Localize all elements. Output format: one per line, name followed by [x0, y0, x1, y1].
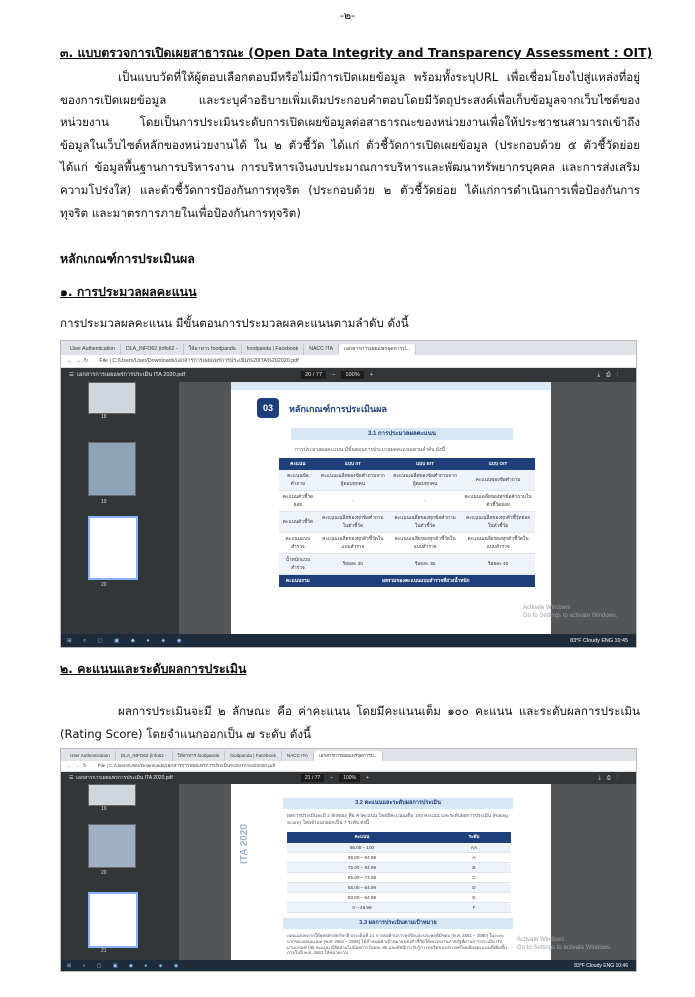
- table-row: [279, 470, 535, 491]
- page-indicator[interactable]: 20 / 77: [301, 371, 326, 379]
- table-row: [287, 853, 511, 863]
- page-heading: หลักเกณฑ์การประเมินผล: [289, 404, 387, 414]
- thumbnail[interactable]: [88, 382, 136, 414]
- zoom-level[interactable]: 100%: [339, 774, 360, 782]
- table-cell: คะแนนเฉลี่ยของทุกตัวชี้วัดย่อยในตัวชี้วัด: [461, 512, 535, 533]
- table-header-cell: คะแนน: [279, 458, 317, 470]
- page-intro: ผลการประเมินจะมี 2 ลักษณะ คือ ค่าคะแนน โดยมีคะแนนเต็ม 100 คะแนน และระดับผลการประเมิน (Rating Score) โดยจำแนกออกเป็น 7 ระดับ ดังนี้: [287, 814, 508, 826]
- table-cell: คะแนนเฉลี่ยของข้อคำถามจากผู้ตอบทุกคน: [317, 470, 389, 491]
- browser-tab[interactable]: foodpanda | Facebook: [225, 751, 282, 761]
- table-cell: คะแนนเฉลี่ยของทุกข้อคำถามในตัวชี้วัดย่อย: [461, 491, 535, 512]
- table-cell: 50.00 – 54.99: [287, 893, 437, 903]
- table-header-cell: แบบ OIT: [461, 458, 535, 470]
- browser-tab[interactable]: NACC ITA: [304, 344, 339, 355]
- thumbnail-selected[interactable]: [88, 892, 138, 948]
- pdf-page: [231, 784, 551, 960]
- pdf-page: [231, 382, 551, 634]
- windows-taskbar: [61, 634, 636, 648]
- rating-table: [287, 832, 511, 913]
- zoom-level[interactable]: 100%: [341, 371, 363, 379]
- scoring-table: [279, 458, 535, 587]
- table-row: [287, 843, 511, 853]
- page-number: -๒-: [339, 9, 356, 22]
- thumbnail-label: 20: [101, 870, 107, 876]
- section1-text: การประมวลผลคะแนน มีขั้นตอนการประมวลผลคะแนนตามลำดับ ดังนี้: [60, 316, 409, 330]
- table-cell: น้ำหนักแบบสำรวจ: [279, 554, 317, 575]
- download-print-icons[interactable]: ⤓⎙⋮: [597, 371, 624, 378]
- thumbnail-label: 20: [101, 582, 107, 588]
- table-cell: คะแนนเฉลี่ยของทุกตัวชี้วัดในแบบสำรวจ: [317, 533, 389, 554]
- table-total-value: ผลรวมของคะแนนแบบสำรวจที่ถ่วงน้ำหนัก: [317, 575, 535, 588]
- table-row: [279, 533, 535, 554]
- table-cell: E: [437, 893, 511, 903]
- table-header: [287, 832, 511, 843]
- page-intro: การประมวลผลคะแนน มีขั้นตอนการประมวลผลคะแนนตามลำดับ ดังนี้: [295, 447, 445, 453]
- windows-taskbar: [61, 960, 636, 972]
- section2-text: ผลการประเมินจะมี ๒ ลักษณะ คือ ค่าคะแนน โดยมีคะแนนเต็ม ๑๐๐ คะแนน และระดับผลการประเมิน (Rating Score) โดยจำแนกออกเป็น ๗ ระดับ ดังนี้: [60, 704, 640, 741]
- taskbar-icons[interactable]: ⊞ ⌕ ▢ ▣ ◆ ● ◈ ◉: [67, 963, 184, 969]
- browser-tab[interactable]: DLA_INFO62 (info62 -: [116, 751, 173, 761]
- page-indicator[interactable]: 21 / 77: [301, 774, 324, 782]
- table-cell: คะแนนแบบสำรวจ: [279, 533, 317, 554]
- browser-tab[interactable]: ให้อาหาร foodpanda: [184, 344, 242, 355]
- thumbnail-label: 19: [101, 499, 107, 505]
- table-header-cell: แบบ IIT: [317, 458, 389, 470]
- table-cell: 95.00 – 100: [287, 843, 437, 853]
- thumbnail-label: 18: [101, 414, 107, 420]
- criteria-heading: หลักเกณฑ์การประเมินผล: [60, 251, 195, 266]
- table-cell: B: [437, 863, 511, 873]
- band-title: 3.2 คะแนนและระดับผลการประเมิน: [283, 798, 513, 809]
- thumbnail[interactable]: [88, 784, 136, 806]
- thumbnail[interactable]: [88, 824, 136, 868]
- menu-icon[interactable]: ☰: [69, 775, 77, 781]
- table-row: [287, 863, 511, 873]
- table-row: [287, 873, 511, 883]
- table-cell: คะแนนเฉลี่ยของทุกข้อคำถามในตัวชี้วัด: [389, 512, 461, 533]
- pdf-viewer: [61, 784, 636, 960]
- table-cell: 75.00 – 84.99: [287, 863, 437, 873]
- activate-subtitle: Go to Settings to activate Windows.: [523, 613, 618, 619]
- table-cell: -: [389, 491, 461, 512]
- table-row: [287, 903, 511, 913]
- thumbnail[interactable]: [88, 442, 136, 496]
- table-row: [279, 554, 535, 575]
- side-label: ITA 2020: [239, 824, 250, 865]
- table-cell: คะแนนของข้อคำถาม: [461, 470, 535, 491]
- screenshot-scoring: [60, 340, 637, 648]
- pdf-viewer: [61, 382, 636, 634]
- table-row: [279, 512, 535, 533]
- pdf-toolbar: [61, 368, 636, 382]
- browser-tab[interactable]: ให้อาหาร foodpanda: [173, 751, 226, 761]
- table-header-cell: แบบ EIT: [389, 458, 461, 470]
- table-cell: 55.00 – 64.99: [287, 883, 437, 893]
- table-cell: คะแนนเฉลี่ยของข้อคำถามจากผู้ตอบทุกคน: [389, 470, 461, 491]
- table-cell: A: [437, 853, 511, 863]
- table-cell: F: [437, 903, 511, 913]
- table-header: [279, 458, 535, 470]
- table-cell: 65.00 – 74.99: [287, 873, 437, 883]
- browser-tab-active[interactable]: เอกสารการเผยแพร่จุดการป...: [314, 751, 383, 761]
- pdf-title: เอกสารการเผยแพร่การประเมิน ITA 2020.pdf: [76, 775, 173, 781]
- section2-heading: ๒. คะแนนและระดับผลการประเมิน: [60, 661, 247, 676]
- table-cell: คะแนนข้อคำถาม: [279, 470, 317, 491]
- activate-windows-notice: [517, 936, 612, 952]
- zoom-out-icon[interactable]: −: [332, 372, 336, 378]
- table-cell: -: [317, 491, 389, 512]
- address-bar[interactable]: [61, 761, 636, 772]
- browser-tab[interactable]: User Authentication: [65, 751, 116, 761]
- system-tray: 83°F Cloudy ENG 10:46: [574, 963, 628, 969]
- table-cell: คะแนนเฉลี่ยของทุกตัวชี้วัดในแบบสำรวจ: [461, 533, 535, 554]
- browser-tab[interactable]: DLA_INFO62 (info62 -: [121, 344, 184, 355]
- activate-title: Activate Windows: [517, 937, 565, 943]
- menu-icon[interactable]: ☰: [69, 372, 78, 378]
- browser-tab-active[interactable]: เอกสารการเผยแพร่จุดการป...: [339, 344, 416, 355]
- table-cell: AA: [437, 843, 511, 853]
- table-cell: คะแนนตัวชี้วัดย่อย: [279, 491, 317, 512]
- table-cell: D: [437, 883, 511, 893]
- zoom-in-icon[interactable]: +: [369, 372, 373, 378]
- system-tray: 83°F Cloudy ENG 10:45: [570, 638, 628, 644]
- table-cell: คะแนนเฉลี่ยของทุกตัวชี้วัดในแบบสำรวจ: [389, 533, 461, 554]
- table-row: [279, 491, 535, 512]
- zoom-out-icon[interactable]: −: [330, 775, 334, 781]
- taskbar-icons[interactable]: ⊞ ⌕ ▢ ▣ ◆ ● ◈ ◉: [67, 637, 187, 644]
- nav-arrows-icon[interactable]: ←→↻: [67, 763, 90, 769]
- thumbnail-label: 19: [101, 806, 107, 812]
- browser-tab[interactable]: foodpanda | Facebook: [242, 344, 305, 355]
- browser-tab-bar: [61, 341, 636, 355]
- band-title: 3.1 การประมวลผลคะแนน: [291, 428, 513, 440]
- table-row: [287, 883, 511, 893]
- table-cell: คะแนนตัวชี้วัด: [279, 512, 317, 533]
- browser-tab[interactable]: NACC ITA: [282, 751, 314, 761]
- nav-arrows-icon[interactable]: ←→↻: [67, 358, 92, 364]
- table-header-cell: คะแนน: [287, 832, 437, 843]
- oit-paragraph: เป็นแบบวัดที่ให้ผู้ตอบเลือกตอบมีหรือไม่มีการเปิดเผยข้อมูล พร้อมทั้งระบุURL เพื่อเชื่อมโยงไปสู่แหล่งที่อยู่ของการเปิดเผยข้อมูล และระบุคำอธิบายเพิ่มเติมประกอบคำตอบโดยมีวัตถุประสงค์เพื่อเก็บข้อมูลจากเว็บไซต์ของหน่วยงาน โดยเป็นการประเมินระดับการเปิดเผยข้อมูลต่อสาธารณะของหน่วยงานเพื่อให้ประชาชนสามารถเข้าถึงข้อมูลในเว็บไซต์หลักของหน่วยงานได้ ใน ๒ ตัวชี้วัด ได้แก่ ตัวชี้วัดการเปิดเผยข้อมูล (ประกอบด้วย ๕ ตัวชี้วัดย่อย ได้แก่ ข้อมูลพื้นฐานการบริหารงาน การบริหารเงินงบประมาณการบริหารและพัฒนาทรัพยากรบุคคล และการส่งเสริมความโปร่งใส) และตัวชี้วัดการป้องกันการทุจริต (ประกอบด้วย ๒ ตัวชี้วัดย่อย ได้แก่การดำเนินการเพื่อป้องกันการทุจริต และมาตรการภายในเพื่อป้องกันการทุจริต): [60, 70, 640, 220]
- address-text: File | C:/Users/User/Downloads/เอกสารการเผยแพร่การประเมิน%20ITA%202020.pdf: [97, 764, 276, 769]
- thumbnail-label: 21: [101, 948, 107, 954]
- address-bar[interactable]: [61, 355, 636, 368]
- table-cell: 85.00 – 94.99: [287, 853, 437, 863]
- section1-heading: ๑. การประมวลผลคะแนน: [60, 284, 197, 299]
- page-top-strip: [231, 382, 551, 390]
- section-badge: 03: [257, 398, 279, 418]
- page-body-text: แผนแม่บทภายใต้ยุทธศาสตร์ชาติ ประเด็นที่ 21 การต่อต้านการทุจริตและประพฤติมิชอบ (พ.ศ. 2561 – 2580) ในระยะแรกของแผนแม่บท (พ.ศ. 2561 – 2565) ได้กำหนดค่าเป้าหมายของตัวชี้วัดให้หน่วยงานภาครัฐที่ผ่านการประเมิน ITA ผ่านเกณฑ์ (85 คะแนน มีสัดส่วนไม่น้อยกว่าร้อยละ 80 และดัชนีการรับรู้การทุจริตของประเทศไทยมีผลคะแนนที่เพิ่มขึ้น ภายในปี พ.ศ. 2563 ให้หน่วยงาน: [287, 933, 507, 956]
- address-text: File | C:/Users/User/Downloads/เอกสารการเผยแพร่การประเมิน%20ITA%202020.pdf: [99, 358, 299, 364]
- screenshot-rating: [60, 748, 637, 972]
- thumbnail-panel: [61, 382, 179, 634]
- thumbnail-selected[interactable]: [88, 516, 138, 580]
- band-title-2: 3.3 ผลการประเมินตามเป้าหมาย: [283, 918, 513, 929]
- table-cell: C: [437, 873, 511, 883]
- browser-tab[interactable]: User Authentication: [65, 344, 121, 355]
- oit-heading: ๓. แบบตรวจการเปิดเผยสาธารณะ (Open Data Integrity and Transparency Assessment : OIT): [60, 45, 653, 60]
- pdf-title: เอกสารการเผยแพร่การประเมิน ITA 2020.pdf: [77, 372, 186, 378]
- thumbnail-panel: [61, 784, 179, 960]
- pdf-toolbar: [61, 772, 636, 784]
- activate-subtitle: Go to Settings to activate Windows.: [517, 945, 612, 951]
- table-total-row: [279, 575, 535, 588]
- table-cell: ร้อยละ 30: [317, 554, 389, 575]
- table-cell: ร้อยละ 40: [461, 554, 535, 575]
- table-row: [287, 893, 511, 903]
- table-header-cell: ระดับ: [437, 832, 511, 843]
- table-cell: คะแนนเฉลี่ยของทุกข้อคำถามในตัวชี้วัด: [317, 512, 389, 533]
- table-cell: ร้อยละ 30: [389, 554, 461, 575]
- browser-tab-bar: [61, 749, 636, 761]
- zoom-in-icon[interactable]: +: [366, 775, 369, 781]
- table-total-label: คะแนนรวม: [279, 575, 317, 588]
- table-cell: 0 – 49.99: [287, 903, 437, 913]
- activate-windows-notice: [523, 604, 618, 620]
- download-print-icons[interactable]: ⤓⎙⋮: [598, 775, 624, 781]
- activate-title: Activate Windows: [523, 605, 571, 611]
